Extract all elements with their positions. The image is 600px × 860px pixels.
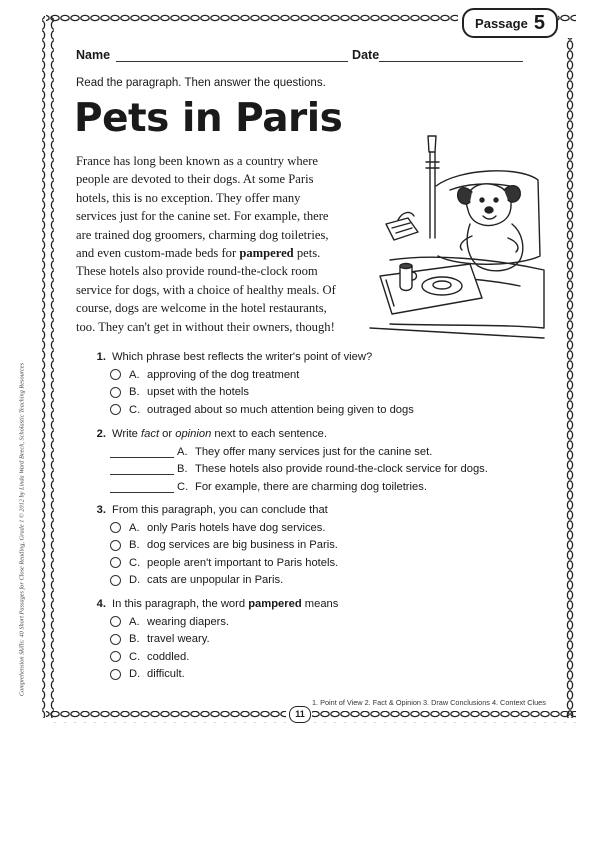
question-4 — [94, 595, 534, 683]
answer-blank[interactable] — [110, 463, 174, 475]
passage-part-3: pets. These hotels also provide round-the-clock room service for dogs, with a choice of healthy meals. Of course, dogs are welcome in the hotel restaurants, too. They can't get in without their owners, though! — [76, 246, 336, 334]
fact-opinion-line: A. They offer many services just for the canine set. — [94, 443, 534, 461]
radio-bubble[interactable] — [110, 557, 121, 568]
question-number: 4. — [96, 598, 106, 610]
name-field[interactable] — [116, 49, 348, 62]
answer-option[interactable]: B. travel weary. — [94, 631, 534, 649]
radio-bubble[interactable] — [110, 369, 121, 380]
answer-blank[interactable] — [110, 481, 174, 493]
answer-option[interactable]: C. people aren't important to Paris hotels. — [94, 554, 534, 572]
question-stem: Which phrase best reflects the writer's point of view? — [112, 351, 373, 363]
answer-option[interactable]: D. difficult. — [94, 666, 534, 684]
dog-in-bed-illustration — [350, 128, 545, 343]
question-2 — [94, 425, 534, 496]
date-field[interactable] — [379, 49, 523, 62]
copyright-notice: Comprehension Skills: 40 Short Passages for Close Reading, Grade 1 © 2012 by Linda Ward Beech, Scholastic Teaching Resources — [18, 362, 26, 697]
radio-bubble[interactable] — [110, 651, 121, 662]
passage-label: Passage — [475, 15, 528, 31]
passage-part-1: France has long been known as a country where people are devoted to their dogs. At some Paris hotels, this is no exception. They offer many services just for the canine set. For example, there are trained dog groomers, charming dog toiletries, and even custom-made beds for — [76, 154, 329, 261]
page-title: Pets in Paris — [74, 96, 343, 141]
fact-opinion-line: C. For example, there are charming dog toiletries. — [94, 478, 534, 496]
answer-option[interactable]: A. only Paris hotels have dog services. — [94, 519, 534, 537]
question-number: 2. — [96, 428, 106, 440]
radio-bubble[interactable] — [110, 575, 121, 586]
name-label: Name — [76, 48, 111, 62]
passage-keyword: pampered — [239, 246, 294, 261]
passage-text — [76, 152, 344, 336]
radio-bubble[interactable] — [110, 404, 121, 415]
answer-option[interactable]: A. wearing diapers. — [94, 613, 534, 631]
radio-bubble[interactable] — [110, 616, 121, 627]
answer-option[interactable]: D. cats are unpopular in Paris. — [94, 572, 534, 590]
date-label: Date — [352, 48, 380, 62]
radio-bubble[interactable] — [110, 387, 121, 398]
question-stem: Write fact or opinion next to each sentence. — [112, 428, 328, 440]
question-stem: From this paragraph, you can conclude that — [112, 504, 328, 516]
answer-option[interactable]: C. coddled. — [94, 648, 534, 666]
answer-option[interactable]: C. outraged about so much attention being given to dogs — [94, 401, 534, 419]
fact-opinion-line: B. These hotels also provide round-the-clock service for dogs. — [94, 461, 534, 479]
question-1 — [94, 348, 534, 419]
passage-badge — [462, 8, 558, 38]
answer-option[interactable]: B. upset with the hotels — [94, 384, 534, 402]
question-stem: In this paragraph, the word pampered means — [112, 598, 339, 610]
answer-option[interactable]: B. dog services are big business in Paris. — [94, 537, 534, 555]
radio-bubble[interactable] — [110, 540, 121, 551]
question-number: 1. — [96, 351, 106, 363]
question-3 — [94, 501, 534, 589]
page-number: 11 — [289, 706, 311, 723]
answer-option[interactable]: A. approving of the dog treatment — [94, 366, 534, 384]
passage-number: 5 — [533, 11, 545, 34]
skills-footer: 1. Point of View 2. Fact & Opinion 3. Draw Conclusions 4. Context Clues — [312, 698, 546, 707]
radio-bubble[interactable] — [110, 522, 121, 533]
radio-bubble[interactable] — [110, 634, 121, 645]
name-date-row — [76, 48, 526, 62]
question-number: 3. — [96, 504, 106, 516]
answer-blank[interactable] — [110, 446, 174, 458]
instructions: Read the paragraph. Then answer the questions. — [76, 77, 326, 89]
radio-bubble[interactable] — [110, 669, 121, 680]
